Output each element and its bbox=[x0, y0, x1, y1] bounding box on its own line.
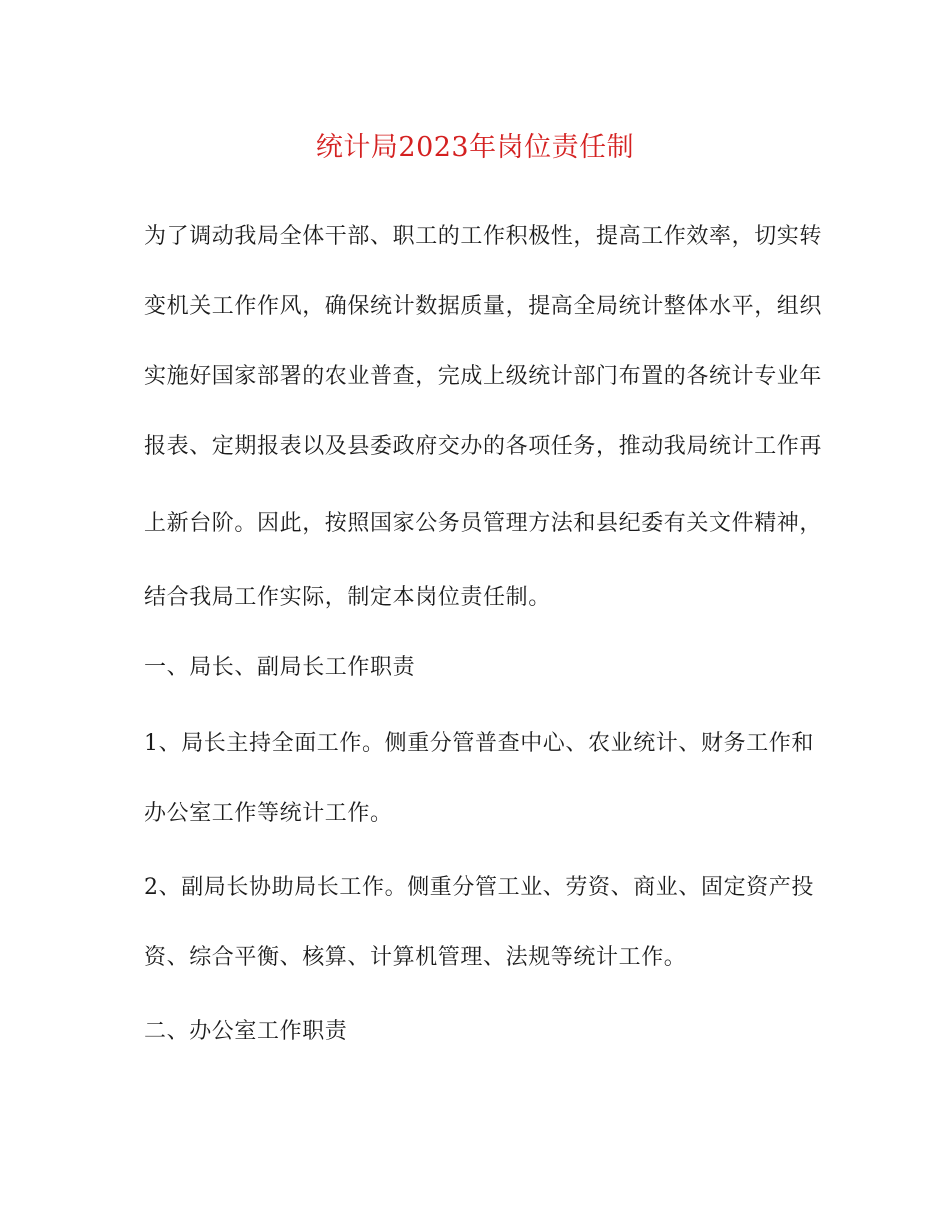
paragraph-line: 实施好国家部署的农业普查，完成上级统计部门布置的各统计专业年 bbox=[144, 364, 823, 389]
list-item-line: 1、局长主持全面工作。侧重分管普查中心、农业统计、财务工作和 bbox=[144, 731, 814, 756]
paragraph-line: 为了调动我局全体干部、职工的工作积极性，提高工作效率，切实转 bbox=[144, 224, 823, 249]
document-title: 统计局2023年岗位责任制 bbox=[315, 132, 635, 163]
paragraph-line: 上新台阶。因此，按照国家公务员管理方法和县纪委有关文件精神， bbox=[144, 511, 823, 536]
section-heading: 二、办公室工作职责 bbox=[144, 1019, 348, 1044]
list-item-line: 2、副局长协助局长工作。侧重分管工业、劳资、商业、固定资产投 bbox=[144, 875, 814, 900]
paragraph-line: 报表、定期报表以及县委政府交办的各项任务，推动我局统计工作再 bbox=[144, 434, 823, 459]
list-item-line: 办公室工作等统计工作。 bbox=[144, 801, 393, 826]
section-heading: 一、局长、副局长工作职责 bbox=[144, 655, 416, 680]
paragraph-line: 变机关工作作风，确保统计数据质量，提高全局统计整体水平，组织 bbox=[144, 294, 823, 319]
paragraph-line: 结合我局工作实际，制定本岗位责任制。 bbox=[144, 585, 551, 610]
list-item-line: 资、综合平衡、核算、计算机管理、法规等统计工作。 bbox=[144, 945, 687, 970]
